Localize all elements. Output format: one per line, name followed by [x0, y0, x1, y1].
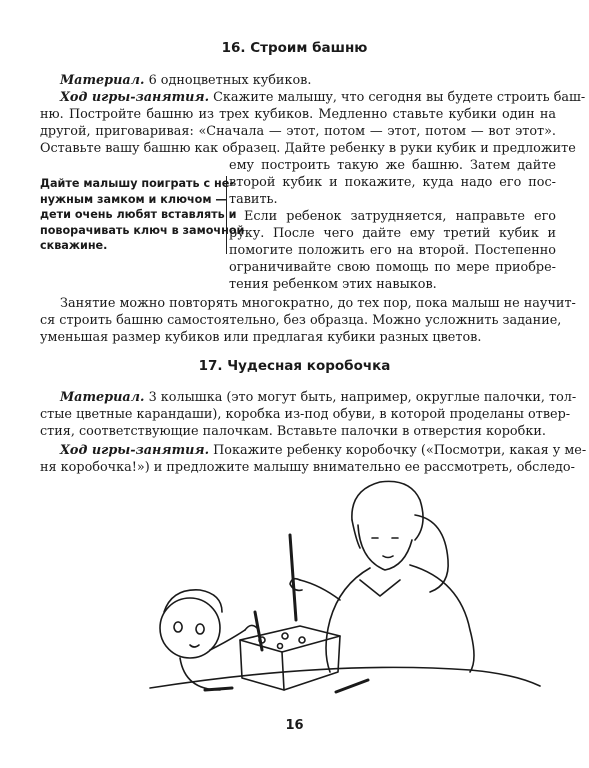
paragraph-line: стые цветные карандаши), коробка из-под обуви, в которой проделаны отвер- [40, 407, 571, 422]
progress-label: Ход игры-занятия. [60, 443, 210, 458]
paragraph-line: второй кубик и покажите, куда надо его пос- [229, 175, 556, 190]
paragraph-line: помогите положить его на второй. Постепенно [229, 243, 556, 258]
paragraph-line: Материал. 3 колышка (это могут быть, например, округлые палочки, тол- [60, 390, 577, 405]
section-17-title: 17. Чудесная коробочка [198, 358, 391, 374]
sidebar-line: дети очень любят вставлять и [40, 208, 237, 222]
paragraph-line: Оставьте вашу башню как образец. Дайте ребенку в руки кубик и предложите [40, 141, 576, 156]
paragraph-line: Занятие можно повторять многократно, до тех пор, пока малыш не научит- [60, 296, 576, 311]
sidebar-line: поворачивать ключ в замочной [40, 223, 245, 237]
paragraph-line: ему построить такую же башню. Затем дайте [229, 158, 556, 173]
paragraph-line: тения ребенком этих навыков. [229, 277, 437, 292]
paragraph-line: ся строить башню самостоятельно, без образца. Можно усложнить задание, [40, 313, 562, 328]
material-text: 6 одноцветных кубиков. [144, 73, 312, 88]
paragraph-line: ня коробочка!») и предложите малышу внимательно ее рассмотреть, обследо- [40, 460, 575, 475]
paragraph-line: ограничивайте свою помощь по мере приобре- [229, 260, 556, 275]
material-label: Материал. [60, 390, 145, 405]
paragraph-line: ню. Постройте башню из трех кубиков. Медленно ставьте кубики один на [40, 107, 556, 122]
paragraph-line: стия, соответствующие палочкам. Вставьте палочки в отверстия коробки. [40, 424, 546, 439]
sidebar-line: Дайте малышу поиграть с не- [40, 177, 234, 190]
paragraph-line: Ход игры-занятия. Покажите ребенку коробочку («Посмотри, какая у ме- [60, 443, 587, 458]
paragraph-line: Ход игры-занятия. Скажите малышу, что сегодня вы будете строить баш- [60, 90, 586, 105]
sidebar-line: нужным замком и ключом — [40, 192, 227, 206]
paragraph-line: уменьшая размер кубиков или предлагая кубики разных цветов. [40, 330, 482, 345]
paragraph-line: тавить. [229, 192, 278, 207]
paragraph-line: Если ребенок затрудняется, направьте его [244, 209, 556, 224]
paragraph-line: руку. После чего дайте ему третий кубик и [229, 226, 556, 241]
sidebar-line: скважине. [40, 239, 108, 253]
section-16-title: 16. Строим башню [221, 40, 368, 56]
page-number: 16 [285, 718, 304, 733]
paragraph-line: другой, приговаривая: «Сначала — этот, потом — этот, потом — вот этот». [40, 124, 556, 139]
progress-label: Ход игры-занятия. [60, 90, 210, 105]
material-label: Материал. [60, 73, 145, 88]
